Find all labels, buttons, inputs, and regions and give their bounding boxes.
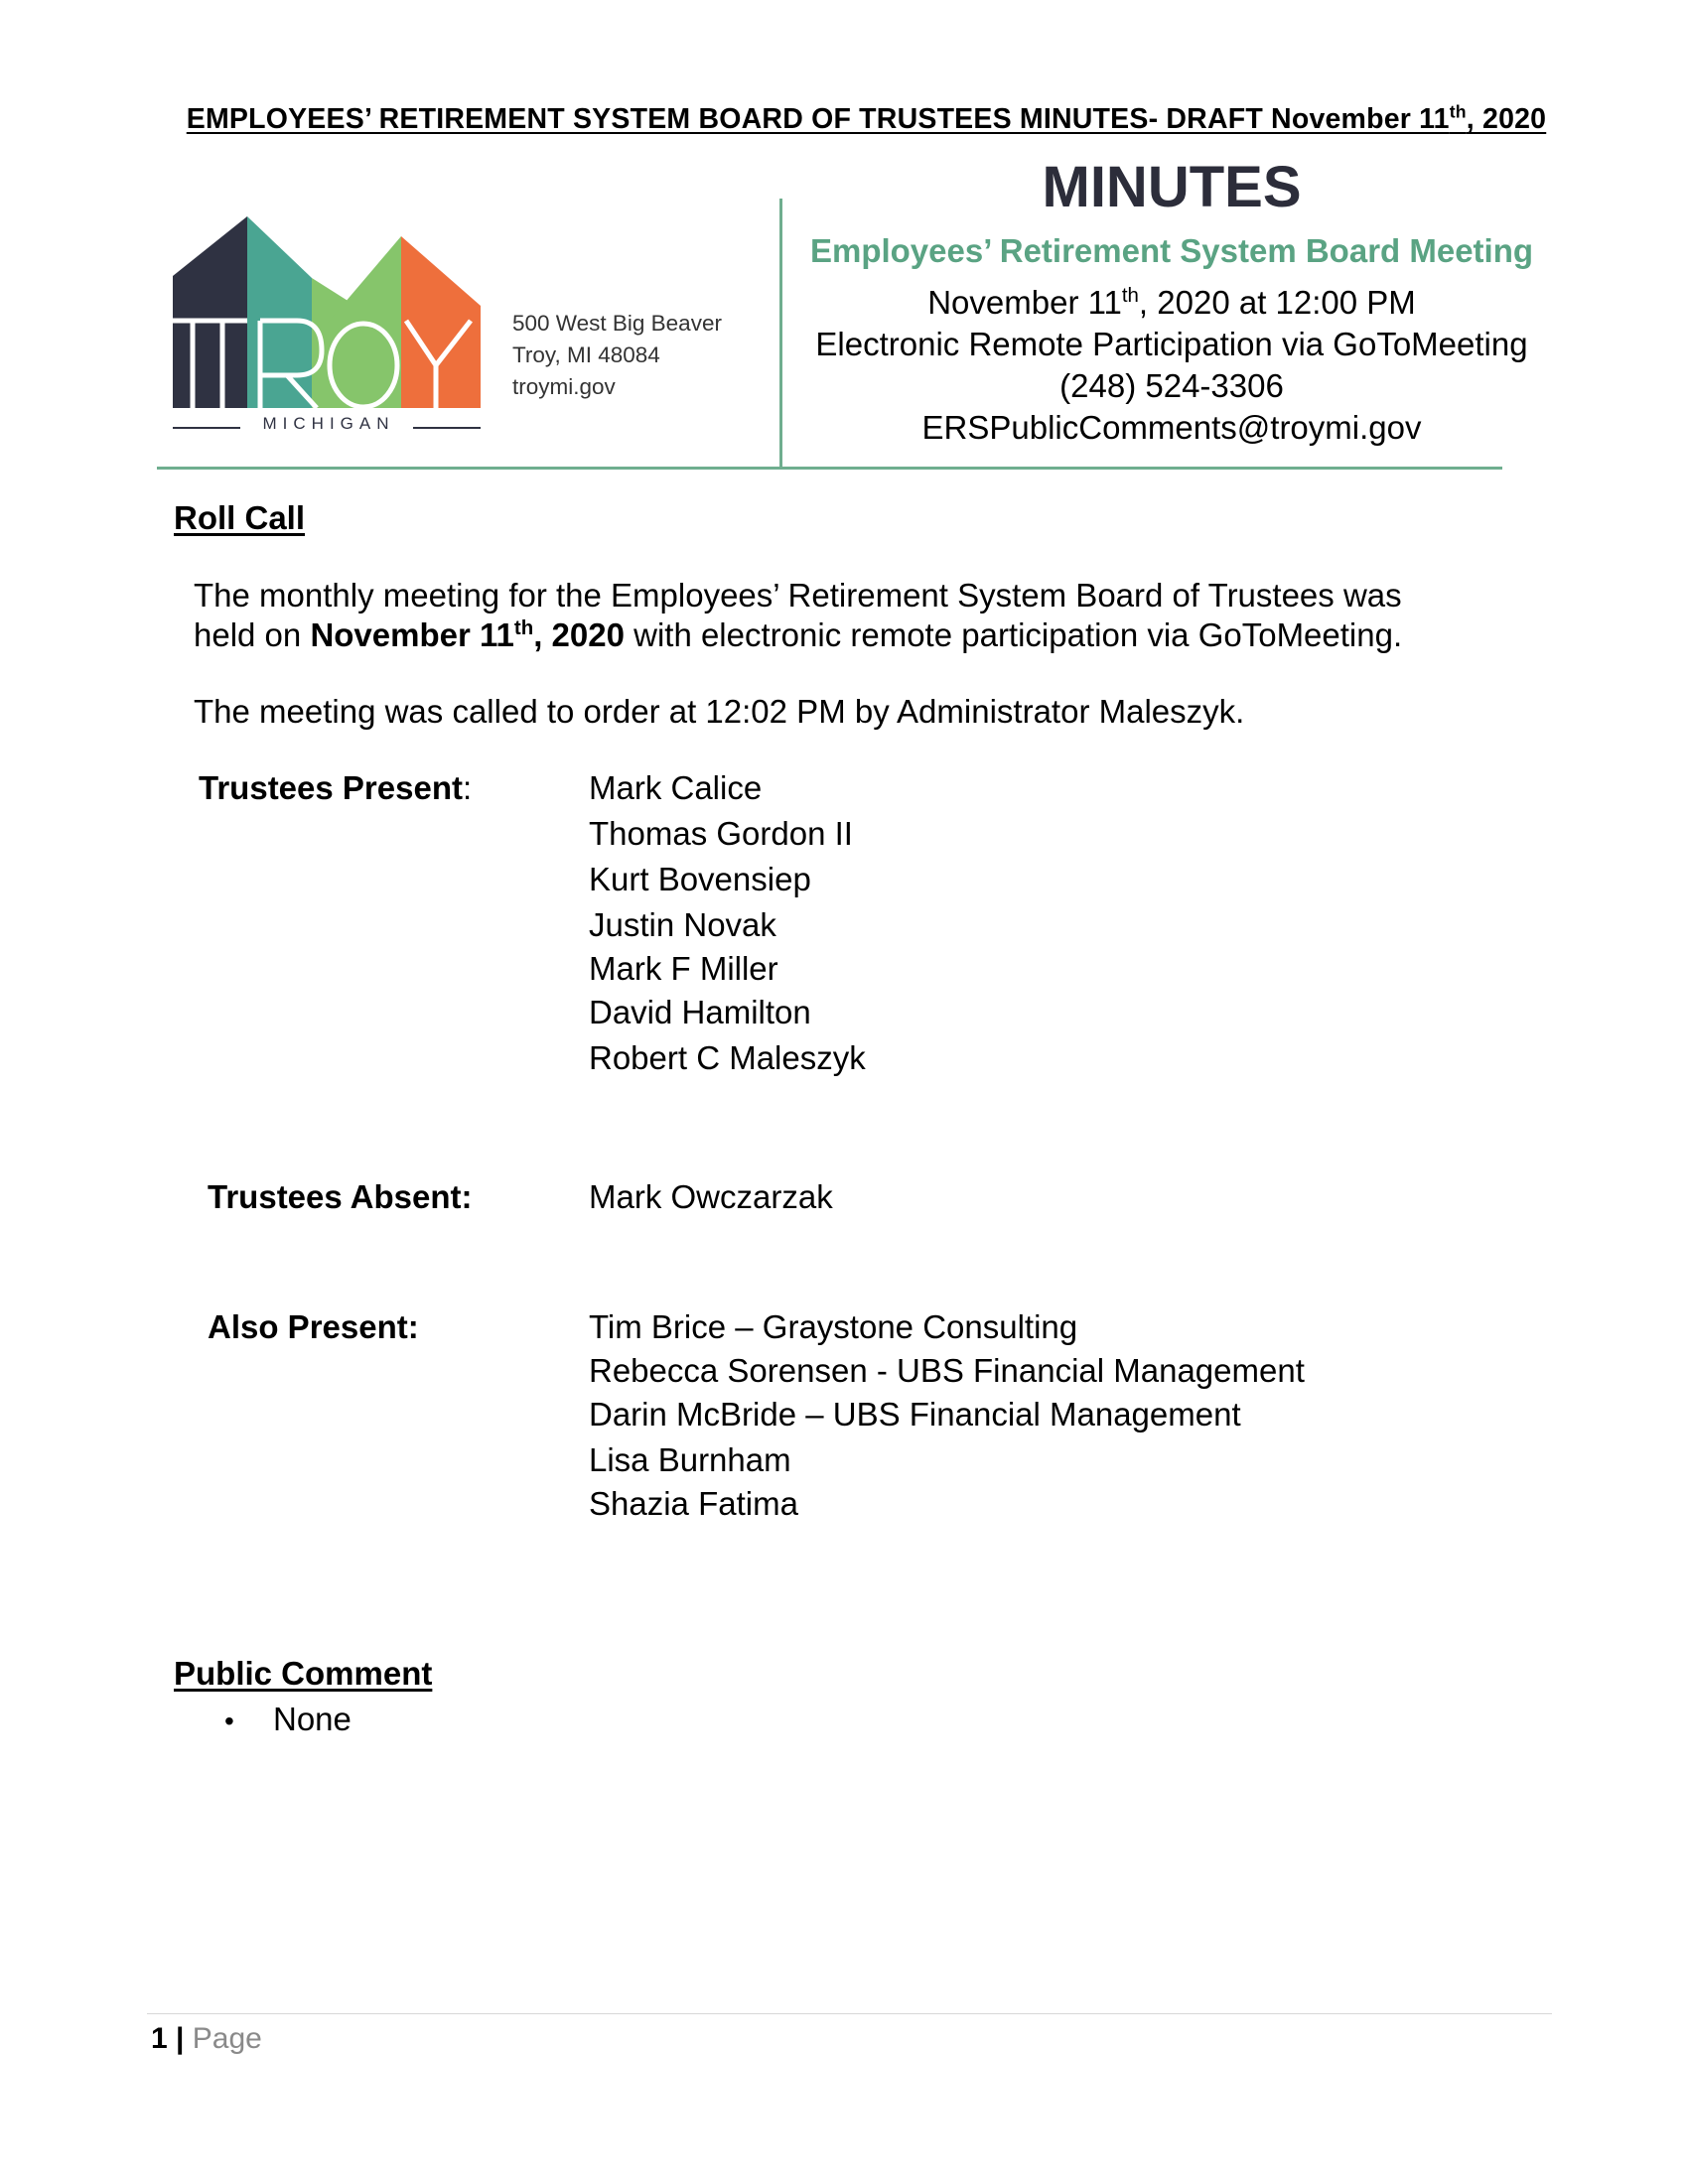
roll-call-line-2-end: with electronic remote participation via GoToMeeting. bbox=[624, 616, 1403, 653]
troy-logo-graphic bbox=[173, 216, 491, 440]
meeting-date-bold-text: November 11 bbox=[310, 616, 514, 653]
public-comment-item: None bbox=[273, 1701, 352, 1737]
roll-call-line-1: The monthly meeting for the Employees’ Retirement System Board of Trustees was bbox=[194, 577, 1402, 614]
address-block bbox=[512, 308, 722, 403]
trustee-absent-name: Mark Owczarzak bbox=[589, 1178, 833, 1215]
footer-divider bbox=[147, 2013, 1552, 2014]
meeting-date bbox=[784, 284, 1559, 322]
also-present-name: Tim Brice – Graystone Consulting bbox=[589, 1308, 1078, 1345]
roll-call-line-2-start: held on bbox=[194, 616, 311, 653]
address-line-2: Troy, MI 48084 bbox=[512, 342, 660, 367]
trustee-present-name: Mark Calice bbox=[589, 769, 763, 806]
page-separator: | bbox=[167, 2022, 193, 2055]
also-present-label: Also Present: bbox=[208, 1308, 419, 1345]
minutes-heading: MINUTES bbox=[1042, 155, 1302, 219]
troy-logo bbox=[173, 216, 491, 440]
trustees-present-colon: : bbox=[462, 769, 473, 806]
meeting-date-bold-sup: th bbox=[513, 616, 534, 639]
meeting-date-prefix: November 11 bbox=[927, 284, 1122, 321]
page-footer bbox=[151, 2022, 262, 2056]
also-present-name: Rebecca Sorensen - UBS Financial Management bbox=[589, 1352, 1305, 1389]
roll-call-heading: Roll Call bbox=[174, 499, 306, 536]
document-title-sup: th bbox=[1449, 101, 1467, 122]
logo-subtitle: MICHIGAN bbox=[262, 414, 395, 433]
meeting-participation: Electronic Remote Participation via GoToMeeting bbox=[815, 326, 1528, 362]
trustee-present-name: Justin Novak bbox=[589, 906, 776, 943]
meeting-date-bold bbox=[310, 616, 625, 653]
page-number: 1 bbox=[151, 2022, 168, 2055]
trustees-present-label bbox=[199, 769, 472, 807]
also-present-name: Shazia Fatima bbox=[589, 1485, 798, 1522]
header-horizontal-divider bbox=[157, 467, 1502, 470]
page-word: Page bbox=[192, 2022, 262, 2055]
address-line-1: 500 West Big Beaver bbox=[512, 311, 722, 336]
meeting-date-sup: th bbox=[1121, 284, 1139, 307]
public-comment-heading: Public Comment bbox=[174, 1655, 433, 1692]
document-title-year: , 2020 bbox=[1466, 103, 1547, 135]
trustee-present-name: Mark F Miller bbox=[589, 950, 778, 987]
document-title bbox=[0, 103, 1688, 136]
meeting-email: ERSPublicComments@troymi.gov bbox=[921, 409, 1422, 446]
meeting-date-suffix: , 2020 at 12:00 PM bbox=[1138, 284, 1416, 321]
document-title-text: EMPLOYEES’ RETIREMENT SYSTEM BOARD OF TRUSTEES MINUTES- DRAFT November 11 bbox=[186, 103, 1450, 135]
meeting-heading: Employees’ Retirement System Board Meeting bbox=[809, 232, 1534, 269]
trustee-present-name: Kurt Bovensiep bbox=[589, 861, 811, 897]
bullet-icon: • bbox=[224, 1706, 234, 1736]
also-present-name: Darin McBride – UBS Financial Management bbox=[589, 1396, 1241, 1433]
trustee-present-name: Robert C Maleszyk bbox=[589, 1039, 866, 1076]
call-to-order-text: The meeting was called to order at 12:02 PM by Administrator Maleszyk. bbox=[194, 693, 1245, 730]
meeting-phone: (248) 524-3306 bbox=[1059, 367, 1284, 404]
address-line-3: troymi.gov bbox=[512, 374, 616, 399]
roll-call-line-2 bbox=[194, 615, 1534, 655]
also-present-name: Lisa Burnham bbox=[589, 1441, 791, 1478]
trustees-present-label-text: Trustees Present bbox=[199, 769, 463, 806]
trustees-absent-label: Trustees Absent: bbox=[208, 1178, 473, 1215]
header-vertical-divider bbox=[779, 199, 782, 467]
trustee-present-name: Thomas Gordon II bbox=[589, 815, 853, 852]
trustee-present-name: David Hamilton bbox=[589, 994, 811, 1030]
meeting-date-bold-year: , 2020 bbox=[533, 616, 625, 653]
roll-call-paragraph bbox=[194, 576, 1534, 655]
